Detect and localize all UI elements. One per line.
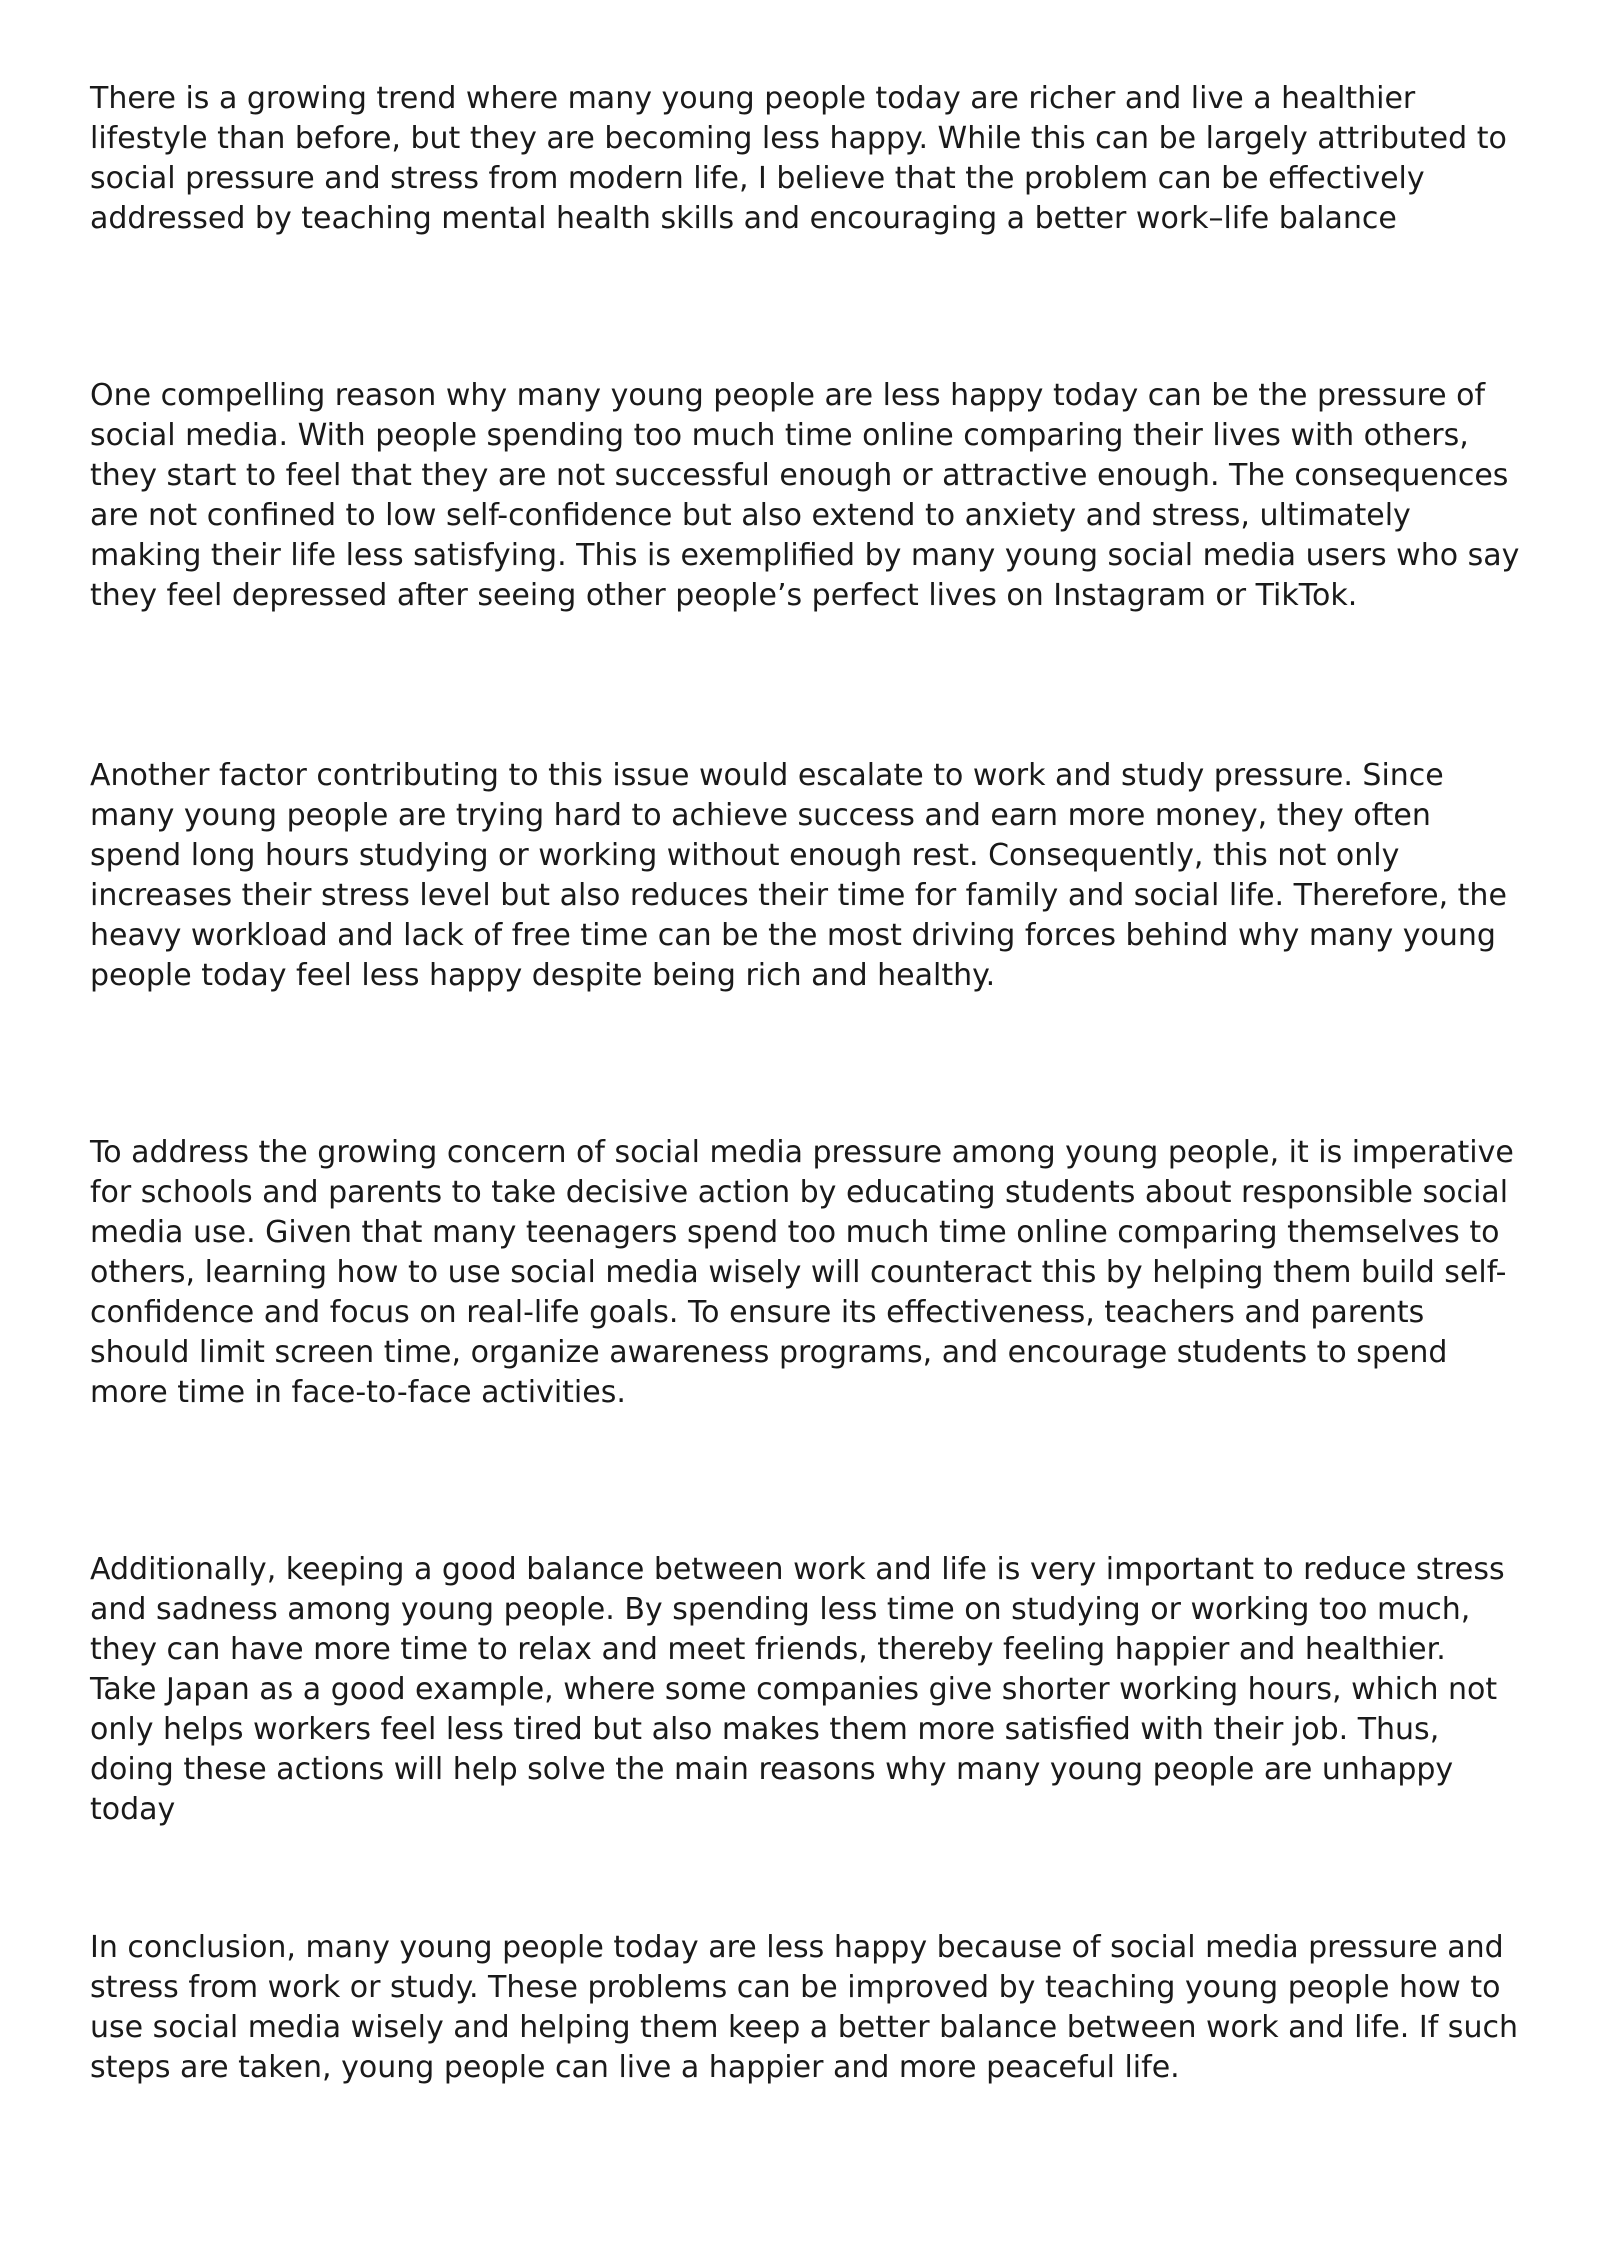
paragraph-introduction: There is a growing trend where many young people today are richer and live a healthier lifestyle than before, but they are becoming less happy. While this can be largely attributed to social pressure and stress from modern life, I believe that the problem can be effectively addressed by teaching mental health skills and encouraging a better work–life balance bbox=[90, 81, 1507, 236]
paragraph-conclusion: In conclusion, many young people today are less happy because of social media pressure and stress from work or study. These problems can be improved by teaching young people how to use social media wisely and helping them keep a better balance between work and life. If such steps are taken, young people can live a happier and more peaceful life. bbox=[90, 1930, 1518, 2085]
paragraph-body-work-study: Another factor contributing to this issue would escalate to work and study pressure. Since many young people are trying hard to achieve success and earn more money, they often spend long hours studying or working without enough rest. Consequently, this not only increases their stress level but also reduces their time for family and social life. Therefore, the heavy workload and lack of free time can be the most driving forces behind why many young people today feel less happy despite being rich and healthy. bbox=[90, 758, 1507, 993]
paragraph-solution-social-media: To address the growing concern of social media pressure among young people, it is imperative for schools and parents to take decisive action by educating students about responsible social media use. Given that many teenagers spend too much time online comparing themselves to others, learning how to use social media wisely will counteract this by helping them build self-confidence and focus on real-life goals. To ensure its effectiveness, teachers and parents should limit screen time, organize awareness programs, and encourage students to spend more time in face-to-face activities. bbox=[90, 1135, 1514, 1410]
paragraph-solution-work-life: Additionally, keeping a good balance between work and life is very important to reduce stress and sadness among young people. By spending less time on studying or working too much, they can have more time to relax and meet friends, thereby feeling happier and healthier. Take Japan as a good example, where some companies give shorter working hours, which not only helps workers feel less tired but also makes them more satisfied with their job. Thus, doing these actions will help solve the main reasons why many young people are unhappy today bbox=[90, 1552, 1505, 1827]
paragraph-body-social-media: One compelling reason why many young people are less happy today can be the pressure of social media. With people spending too much time online comparing their lives with others, they start to feel that they are not successful enough or attractive enough. The consequences are not confined to low self-confidence but also extend to anxiety and stress, ultimately making their life less satisfying. This is exemplified by many young social media users who say they feel depressed after seeing other people’s perfect lives on Instagram or TikTok. bbox=[90, 378, 1520, 613]
